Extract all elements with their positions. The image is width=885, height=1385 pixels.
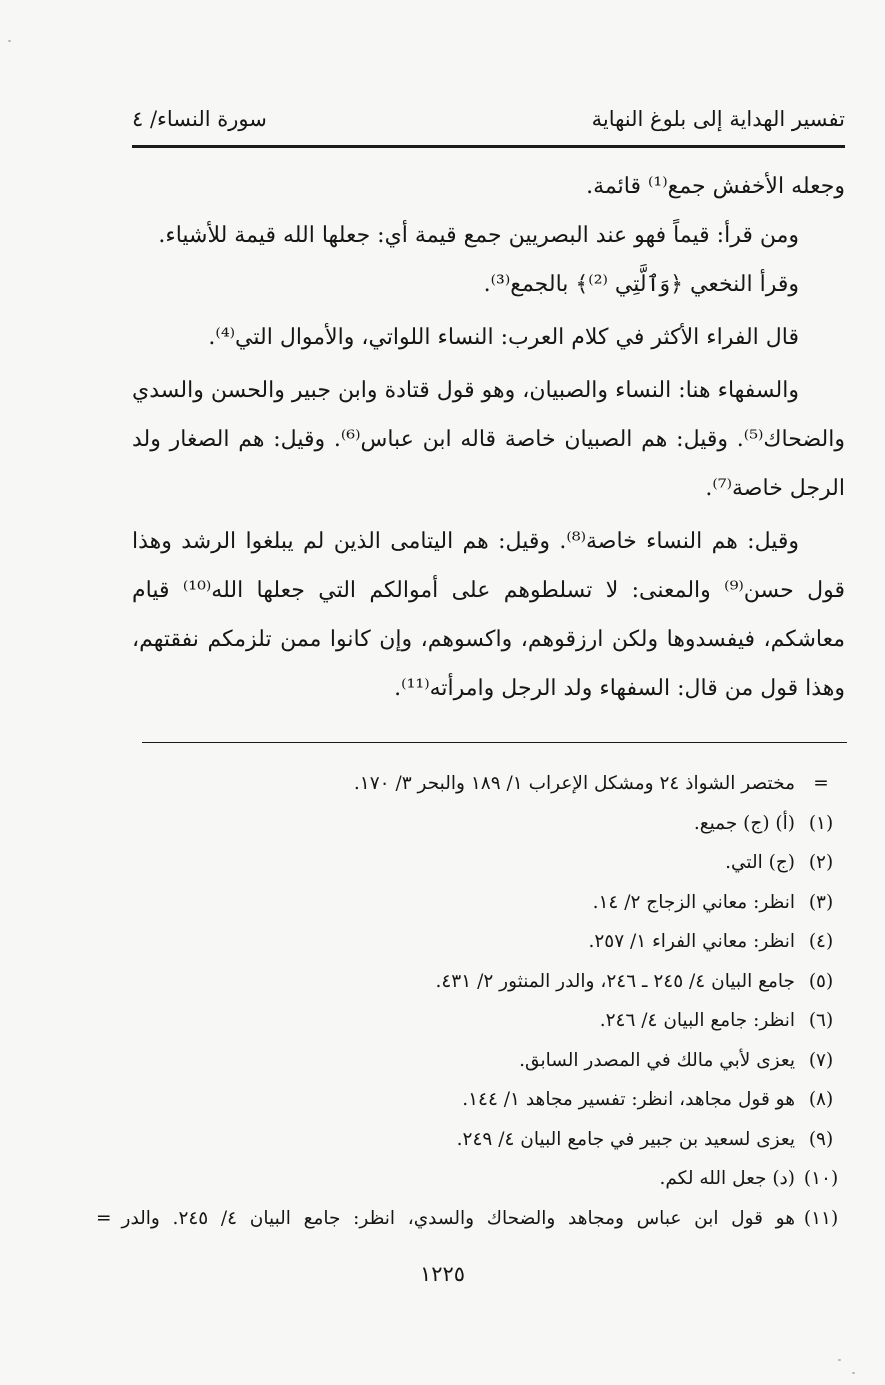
- continuation-mark: =: [96, 1207, 112, 1229]
- footnote-text: (أ) (ج) جميع.: [693, 812, 795, 834]
- footnote-separator: [142, 742, 847, 743]
- surah-label: سورة النساء/ ٤: [132, 107, 267, 131]
- footnote-text: هو قول ابن عباس ومجاهد والضحاك والسدي، انظر: جامع البيان ٤/ ٢٤٥. والدر: [121, 1207, 795, 1229]
- footnote-item: [96, 1199, 847, 1239]
- footnote-item: [96, 962, 847, 1002]
- footnote-number: (١٠): [803, 1168, 839, 1189]
- footnote-text: (د) جعل الله لكم.: [659, 1168, 795, 1189]
- footnote-number: (١١): [803, 1207, 839, 1229]
- scan-speck: [8, 40, 11, 42]
- footnote-number: (٤): [808, 931, 834, 952]
- footnote-number: (٢): [808, 852, 834, 873]
- running-header: [132, 102, 845, 136]
- footnote-text: انظر: معاني الزجاج ٢/ ١٤.: [592, 891, 795, 913]
- footnote-text: انظر: معاني الفراء ١/ ٢٥٧.: [588, 931, 795, 952]
- footnote-text: انظر: جامع البيان ٤/ ٢٤٦.: [599, 1010, 795, 1031]
- footnote-item: [96, 883, 847, 923]
- scan-speck: [838, 1359, 841, 1361]
- footnote-text: هو قول مجاهد، انظر: تفسير مجاهد ١/ ١٤٤.: [462, 1089, 795, 1110]
- footnotes: [96, 764, 847, 1238]
- footnote-item: [96, 764, 847, 804]
- footnote-text: جامع البيان ٤/ ٢٤٥ ـ ٢٤٦، والدر المنثور ٢/ ٤٣١.: [435, 970, 795, 992]
- footnote-text: مختصر الشواذ ٢٤ ومشكل الإعراب ١/ ١٨٩ والبحر ٣/ ١٧٠.: [353, 773, 795, 794]
- footnote-number: (١): [808, 812, 834, 834]
- main-text: [132, 162, 845, 713]
- footnote-item: [96, 1041, 847, 1081]
- page-number: ١٢٢٥: [419, 1262, 466, 1286]
- footnote-text: يعزى لأبي مالك في المصدر السابق.: [519, 1049, 795, 1071]
- footnote-number: (٨): [808, 1089, 834, 1110]
- paragraph: ومن قرأ: قيماً فهو عند البصريين جمع قيمة أي: جعلها الله قيمة للأشياء.: [158, 223, 799, 248]
- paragraph: قال الفراء الأكثر في كلام العرب: النساء اللواتي، والأموال التي⁽⁴⁾.: [208, 325, 799, 350]
- header-rule: [132, 145, 845, 148]
- footnote-number: =: [813, 773, 829, 794]
- footnote-item: [96, 1120, 847, 1160]
- footnote-item: [96, 922, 847, 962]
- scan-speck: [852, 1372, 855, 1374]
- footnote-item: [96, 1080, 847, 1120]
- footnote-number: (٣): [808, 891, 834, 913]
- footnote-number: (٥): [808, 970, 834, 992]
- footnote-number: (٧): [808, 1049, 834, 1071]
- footnote-number: (٦): [808, 1010, 834, 1031]
- footnote-text: يعزى لسعيد بن جبير في جامع البيان ٤/ ٢٤٩.: [456, 1128, 795, 1150]
- paragraph: وجعله الأخفش جمع⁽¹⁾ قائمة.: [586, 174, 845, 199]
- footnote-item: [96, 1159, 847, 1199]
- paragraph: وقيل: هم النساء خاصة⁽⁸⁾. وقيل: هم اليتامى الذين لم يبلغوا الرشد وهذا قول حسن⁽⁹⁾ والمعنى: لا تسلطوهم على أموالكم التي جعلها الله⁽¹⁰⁾ قيام معاشكم، فيفسدوها ولكن ارزقوهم، واكسوهم، وإن كانوا ممن تلزمكم نفقتهم، وهذا قول من قال: السفهاء ولد الرجل وامرأته⁽¹¹⁾.: [132, 529, 845, 701]
- footnote-item: [96, 843, 847, 883]
- paragraph: وقرأ النخعي ﴿وَٱلَّتِي ⁽²⁾﴾ بالجمع⁽³⁾.: [483, 272, 799, 297]
- paragraph: والسفهاء هنا: النساء والصبيان، وهو قول قتادة وابن جبير والحسن والسدي والضحاك⁽⁵⁾. وقيل: هم الصبيان خاصة قاله ابن عباس⁽⁶⁾. وقيل: هم الصغار ولد الرجل خاصة⁽⁷⁾.: [132, 378, 845, 501]
- footnote-item: [96, 804, 847, 844]
- book-title: تفسير الهداية إلى بلوغ النهاية: [591, 107, 845, 131]
- footnote-item: [96, 1001, 847, 1041]
- footnote-number: (٩): [808, 1128, 834, 1150]
- footnote-text: (ج) التي.: [725, 852, 795, 873]
